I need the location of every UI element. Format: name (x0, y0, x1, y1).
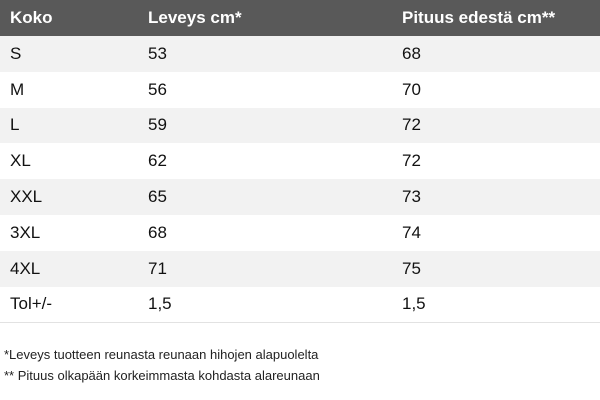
cell-length: 70 (392, 72, 600, 108)
cell-size: 4XL (0, 251, 138, 287)
cell-length: 68 (392, 36, 600, 72)
footnotes (4, 344, 320, 386)
cell-width: 62 (138, 143, 392, 179)
cell-size: L (0, 108, 138, 144)
cell-size: 3XL (0, 215, 138, 251)
table-row (0, 72, 600, 108)
cell-width: 56 (138, 72, 392, 108)
table-row (0, 215, 600, 251)
cell-size: M (0, 72, 138, 108)
cell-width: 53 (138, 36, 392, 72)
cell-size: XXL (0, 179, 138, 215)
table-row (0, 251, 600, 287)
table-row (0, 179, 600, 215)
cell-size: XL (0, 143, 138, 179)
cell-length: 73 (392, 179, 600, 215)
header-size: Koko (0, 0, 138, 36)
table-header-row (0, 0, 600, 36)
cell-size: Tol+/- (0, 287, 138, 323)
table-row (0, 287, 600, 323)
cell-length: 75 (392, 251, 600, 287)
table-row (0, 143, 600, 179)
header-width: Leveys cm* (138, 0, 392, 36)
cell-width: 71 (138, 251, 392, 287)
cell-length: 74 (392, 215, 600, 251)
cell-width: 1,5 (138, 287, 392, 323)
footnote-length: ** Pituus olkapään korkeimmasta kohdasta alareunaan (4, 368, 320, 383)
table-row (0, 36, 600, 72)
cell-width: 65 (138, 179, 392, 215)
cell-size: S (0, 36, 138, 72)
table-row (0, 108, 600, 144)
cell-length: 72 (392, 108, 600, 144)
cell-width: 59 (138, 108, 392, 144)
footnote-width: *Leveys tuotteen reunasta reunaan hihojen alapuolelta (4, 347, 319, 362)
header-length: Pituus edestä cm** (392, 0, 600, 36)
cell-width: 68 (138, 215, 392, 251)
cell-length: 1,5 (392, 287, 600, 323)
cell-length: 72 (392, 143, 600, 179)
